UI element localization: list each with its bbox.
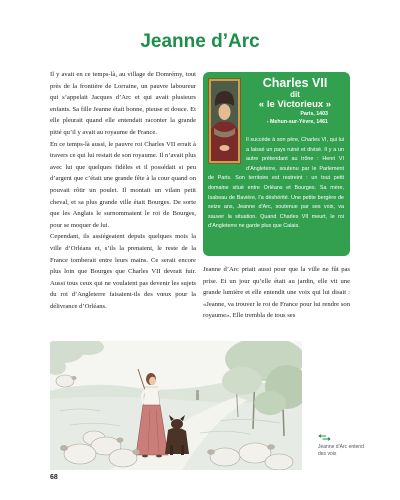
epithet-prefix: dit [290,90,300,99]
birth-info: Paris, 1403 [300,111,328,117]
dog-body [165,428,189,454]
portrait-image [208,78,241,164]
right-column [203,72,350,322]
paragraph: Cependant, ils assiégeaient depuis quelques mois la ville d’Orléans et, s’ils la prenaient, le reste de la France tomberait entre leurs mains. Ce serait encore plus loin que Bourges que Charles VII devrait fuir. Aussi tous ceux qui ne voulaient pas devenir les sujets du roi d’Angleterre faisaient-ils des vœux pour la délivrance d’Orléans. [50,233,196,310]
sidebar-text: Il succède à son père, Charles VI, qui lui a laissé un pays ruiné et divisé. Il y a un autre prétendant au trône : Henri VI d’Angleterre, soutenu par le Parlement de Paris. Son territoire est restreint : un tout petit domaine situé entre Orléans et Bourges. Sa mère, Isabeau de Bavière, l’a déshérité. Une petite bergère de seize ans, Jeanne d’Arc, soutenue par ses voix, va sauver la situation. Quand Charles VII meurt, le roi d’Angleterre ne garde plus que Calais. [208,137,344,230]
portrait-hands [220,145,230,151]
sheep-head [132,449,139,455]
illustration-caption [318,434,368,457]
page-number: 68 [50,474,58,481]
left-column-text [50,69,196,312]
sheep-body [265,454,293,470]
sheep-head [71,376,76,380]
charles-vii-sidebar [203,72,350,256]
dog-leg [170,445,173,455]
double-arrow-icon [318,434,331,441]
king-name: Charles VII [262,76,328,90]
caption-text: Jeanne d’Arc entend des voix [318,444,364,457]
portrait-garment [211,122,238,161]
page-title: Jeanne d’Arc [140,31,260,52]
sheep-body [210,448,240,466]
arrow-right [323,438,331,441]
joan-face [149,377,156,385]
sheep-head [207,449,215,455]
joan-foot [142,455,148,458]
arrow-left [319,435,326,438]
paragraph: Jeanne d’Arc priait aussi pour que la ville ne fût pas prise. Et un jour qu’elle était au jardin, elle vit une grande lumière et elle entendit une voix qui lui disait : «Jeanne, va trouver le roi de France pour lui rendre son royaume». Elle trembla de tous ses [203,266,350,320]
tree-crown [222,367,262,395]
dog-leg [181,445,184,455]
sheep-head [117,437,124,442]
paragraph: En ce temps-là aussi, le pauvre roi Charles VII errait à travers ce qui lui restait de son royaume. Il n’avait plus avec lui que quelques fidèles et il possédait si peu d’argent que c’était une grande fête à la cour quand on pouvait rôtir un poulet. Il montait un vilain petit cheval, et sa plus grande ville était Bourges. De sorte que les Anglais le surnommaient le roi de Bourges, pour se moquer de lui. [50,140,196,229]
distant-figure-head [196,390,199,393]
death-info: - Mehun-sur-Yèvre, 1461 [266,119,328,125]
tree-crown [254,391,286,415]
charles-vii-portrait [208,78,241,164]
sheep-body [64,444,96,464]
paragraph: Il y avait en ce temps-là, au village de Domrémy, tout près de la frontière de Lorraine, un pauvre laboureur qui s’appelait Jacques d’Arc et qui avait plusieurs enfants. Sa fille Jeanne était bonne, pieuse et douce. Et elle pleurait quand elle entendait raconter la grande pitié qu’il y avait au royaume de France. [50,71,196,136]
distant-figure-body [196,393,199,400]
sheep-head [60,445,68,451]
dog-head [171,419,183,429]
sheep-body [56,375,74,387]
right-column-text [203,264,350,322]
portrait-face [219,104,231,120]
joan-foot [156,455,162,458]
illustration [50,341,302,470]
sheep-head [267,444,275,450]
distant-figure [196,390,199,400]
illustration-frame [50,341,302,470]
king-epithet: « le Victorieux » [258,99,332,110]
